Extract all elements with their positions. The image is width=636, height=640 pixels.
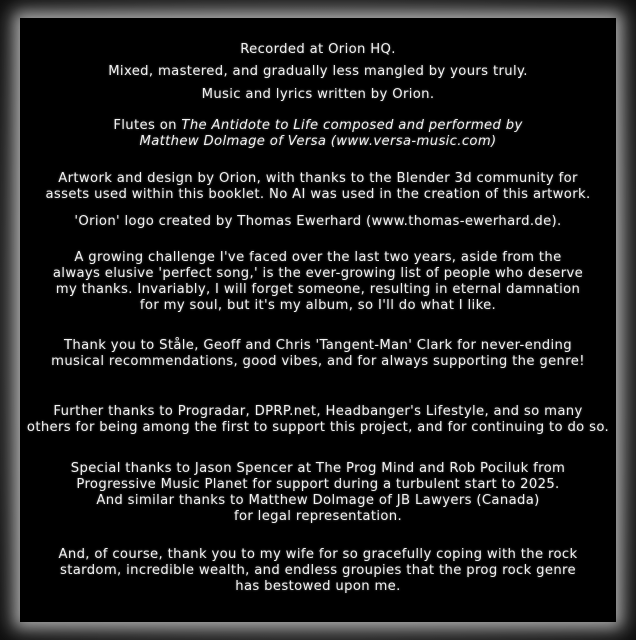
recorded-line: Recorded at Orion HQ.: [240, 42, 396, 57]
thanks-paragraph: Thank you to Ståle, Geoff and Chris 'Tangent-Man' Clark for never-ending musical recommendations, good vibes, and for always supporting the genre!: [51, 338, 585, 369]
written-line: Music and lyrics written by Orion.: [201, 87, 435, 102]
credits-text-block: [20, 18, 616, 622]
further-thanks-paragraph: Further thanks to Progradar, DPRP.net, Headbanger's Lifestyle, and so many others for being among the first to support this project, and for continuing to do so.: [26, 404, 610, 435]
artwork-credit: Artwork and design by Orion, with thanks to the Blender 3d community for assets used within this booklet. No AI was used in the creation of this artwork.: [45, 171, 591, 202]
logo-credit: 'Orion' logo created by Thomas Ewerhard (www.thomas-ewerhard.de).: [74, 214, 562, 229]
challenge-paragraph: A growing challenge I've faced over the last two years, aside from the always elusive 'perfect song,' is the ever-growing list of people who deserve my thanks. Invariably, I will forget someone, resulting in eternal damnation for my soul, but it's my album, so I'll do what I like.: [52, 250, 584, 313]
mixed-line: Mixed, mastered, and gradually less mangled by yours truly.: [108, 64, 528, 79]
special-thanks-paragraph: Special thanks to Jason Spencer at The Prog Mind and Rob Pociluk from Progressive Music Planet for support during a turbulent start to 2025. And similar thanks to Matthew Dolmage of JB Lawyers (Canada) for legal representation.: [70, 461, 566, 524]
flutes-credit: Flutes on The Antidote to Life composed and performed by Matthew Dolmage of Versa (www.versa-music.com): [113, 118, 523, 149]
wife-thanks-paragraph: And, of course, thank you to my wife for so gracefully coping with the rock stardom, incredible wealth, and endless groupies that the prog rock genre has bestowed upon me.: [58, 547, 578, 594]
